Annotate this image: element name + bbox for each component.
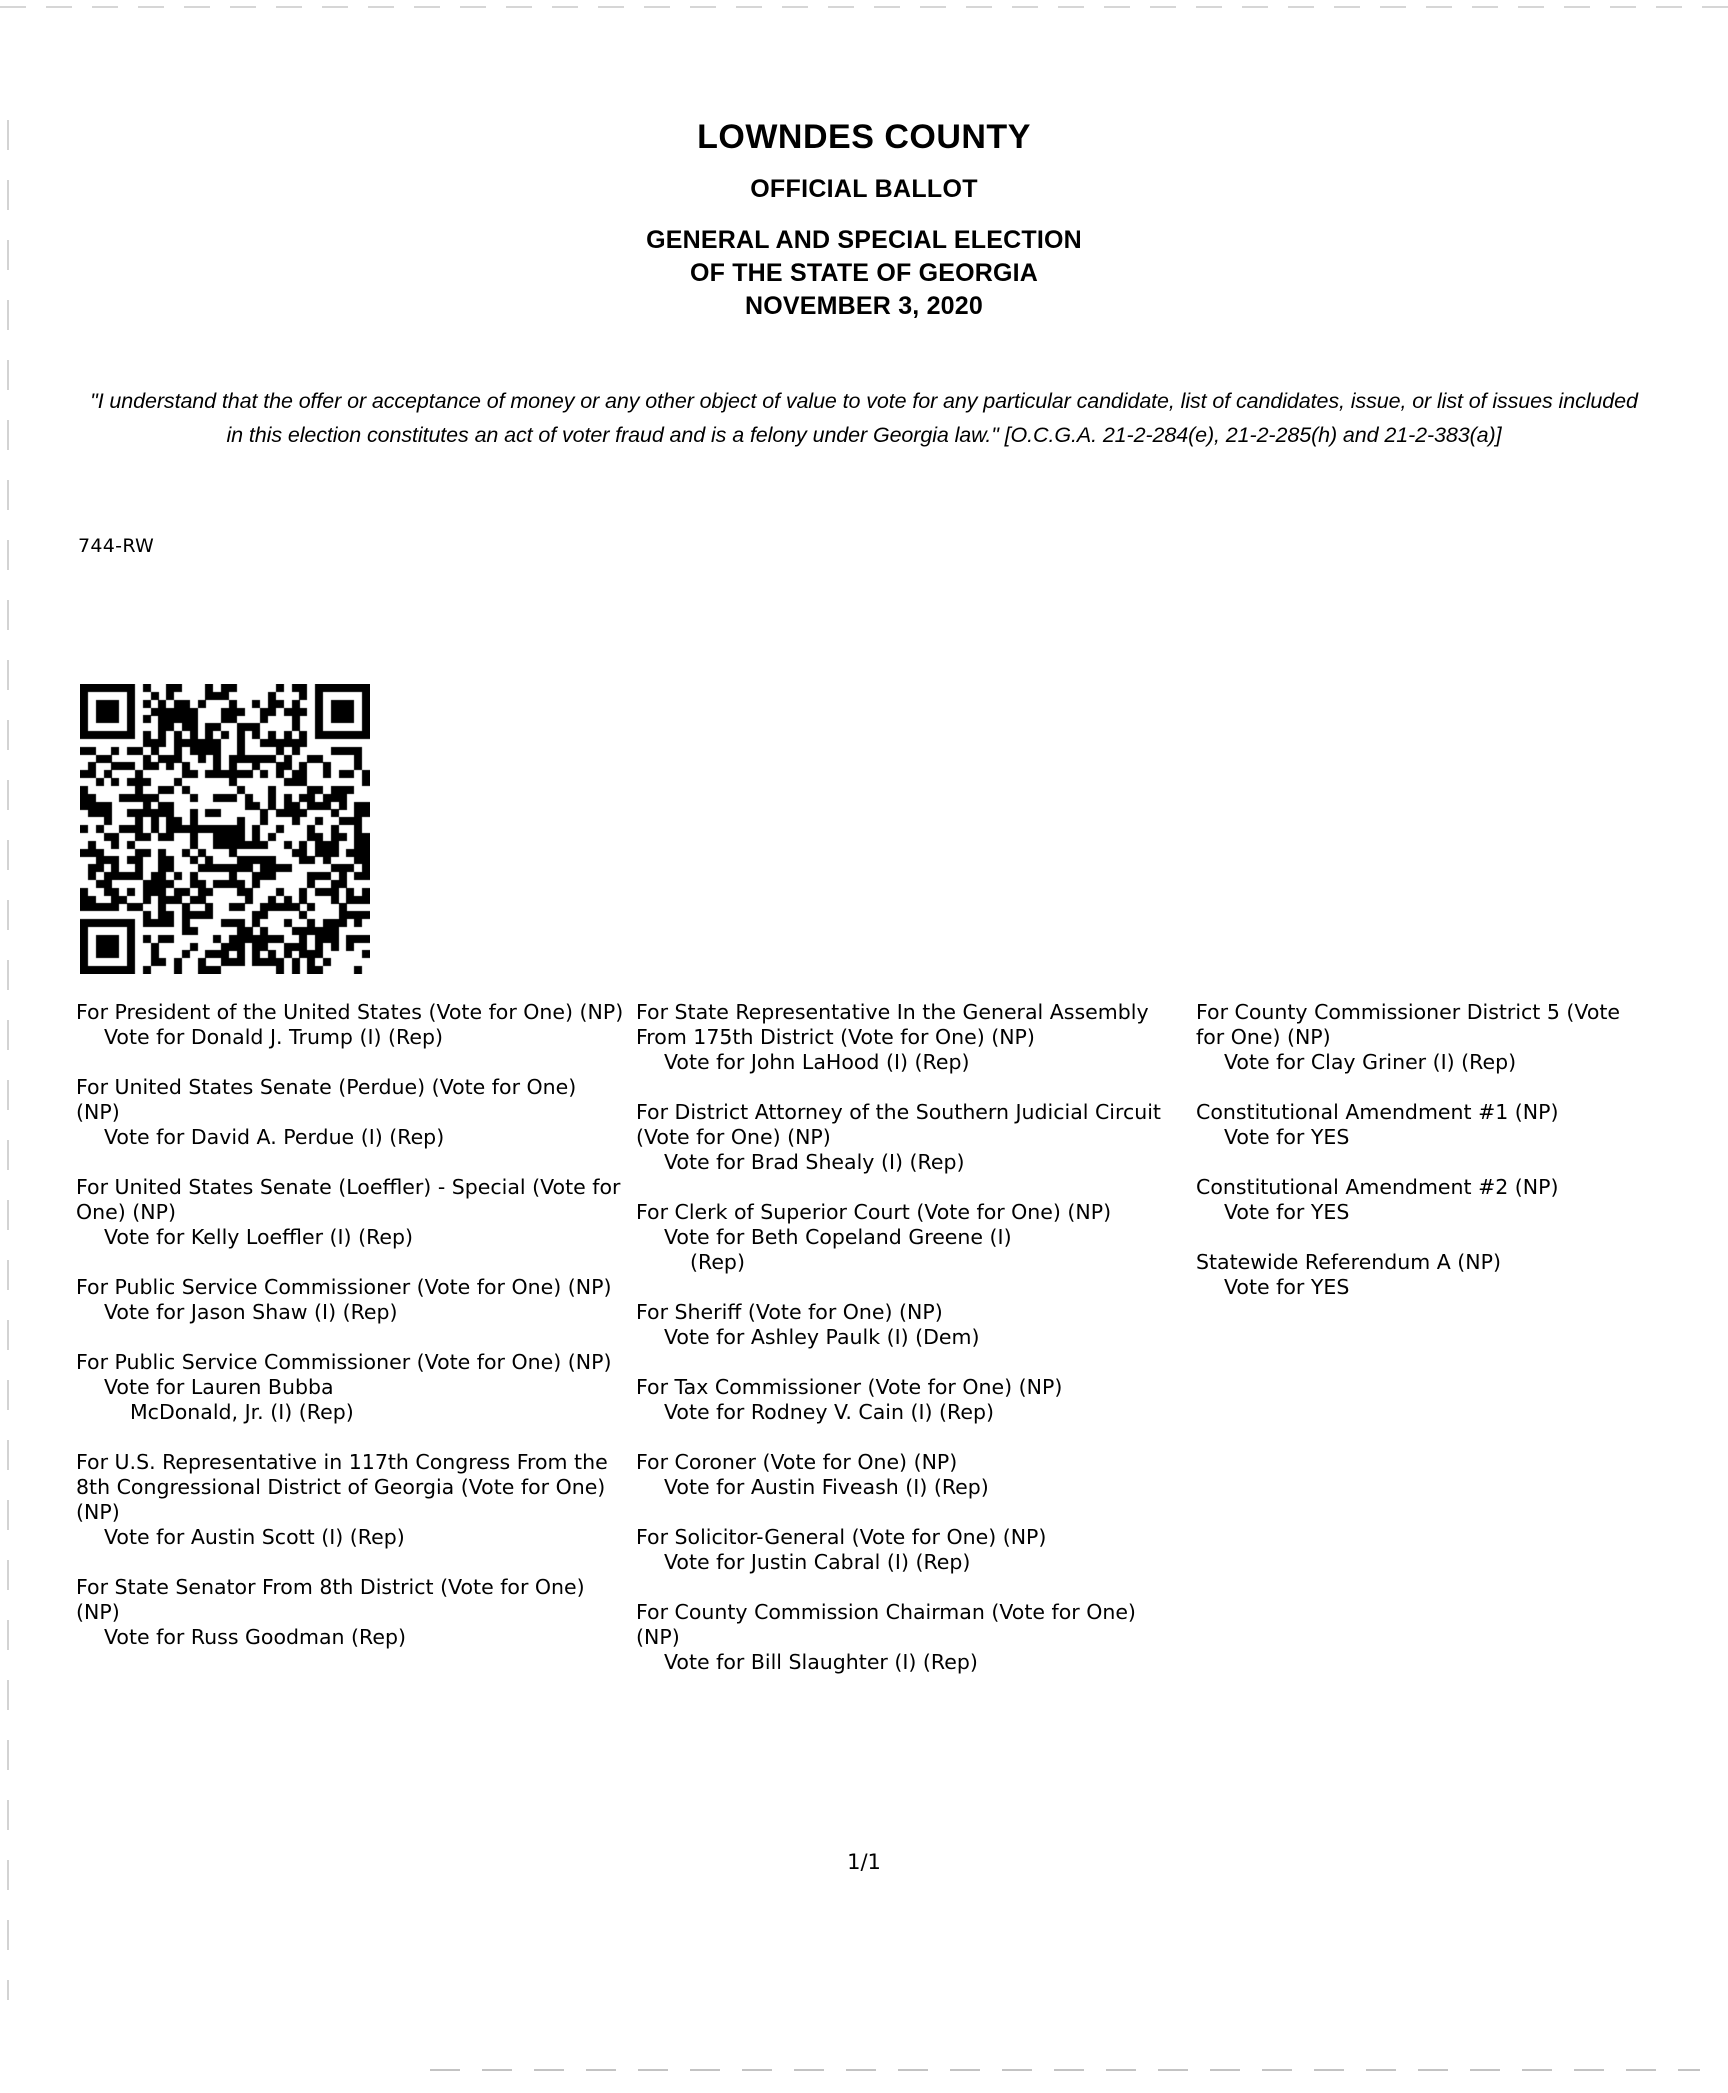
election-date: NOVEMBER 3, 2020 — [744, 292, 983, 320]
contest-block — [636, 1100, 1184, 1175]
contest-title: Statewide Referendum A (NP) — [1196, 1250, 1501, 1274]
contest-block — [1196, 1250, 1644, 1300]
contest-column-2 — [636, 1000, 1196, 1700]
election-title-line1: GENERAL AND SPECIAL ELECTION — [646, 226, 1082, 254]
contest-title: For Clerk of Superior Court (Vote for One) (NP) — [636, 1200, 1112, 1224]
election-title-line2: OF THE STATE OF GEORGIA — [689, 259, 1039, 287]
contest-block — [1196, 1100, 1644, 1150]
contest-selection — [636, 1050, 1184, 1075]
contest-block — [636, 1600, 1184, 1675]
contest-block — [76, 1450, 624, 1550]
contest-column-3 — [1196, 1000, 1656, 1700]
contest-selection — [636, 1475, 1184, 1500]
contest-block — [1196, 1000, 1644, 1075]
contest-selection-text-cont: McDonald, Jr. (I) (Rep) — [130, 1400, 354, 1424]
contest-selection-text: Vote for David A. Perdue (I) (Rep) — [104, 1125, 445, 1149]
contest-title: For United States Senate (Loeffler) - Special (Vote for One) (NP) — [76, 1175, 621, 1224]
contest-title: For County Commission Chairman (Vote for One) (NP) — [636, 1600, 1136, 1649]
contest-selection-text: Vote for YES — [1224, 1275, 1350, 1299]
contest-title: For United States Senate (Perdue) (Vote for One) (NP) — [76, 1075, 577, 1124]
contest-selection — [636, 1150, 1184, 1175]
contest-title: Constitutional Amendment #2 (NP) — [1196, 1175, 1559, 1199]
contest-selection — [636, 1650, 1184, 1675]
contest-block — [636, 1450, 1184, 1500]
contest-title: For County Commissioner District 5 (Vote for One) (NP) — [1196, 1000, 1621, 1049]
contest-selection — [1196, 1125, 1644, 1150]
scan-edge-left — [7, 120, 9, 2000]
contest-block — [76, 1000, 624, 1050]
scan-edge-top — [0, 6, 1728, 8]
contest-title: Constitutional Amendment #1 (NP) — [1196, 1100, 1559, 1124]
ballot-qr-code — [80, 684, 370, 974]
contest-selection — [1196, 1275, 1644, 1300]
contest-title: For Solicitor-General (Vote for One) (NP) — [636, 1525, 1047, 1549]
contest-block — [1196, 1175, 1644, 1225]
contest-selection-text-cont: (Rep) — [690, 1250, 745, 1274]
ballot-style-code: 744-RW — [78, 535, 155, 557]
official-ballot-label: OFFICIAL BALLOT — [750, 175, 978, 203]
contest-selection-text: Vote for Ashley Paulk (I) (Dem) — [664, 1325, 980, 1349]
contest-selection — [76, 1375, 624, 1425]
contest-selection — [636, 1400, 1184, 1425]
contest-selection-text: Vote for Lauren Bubba — [104, 1375, 334, 1399]
contest-title: For Sheriff (Vote for One) (NP) — [636, 1300, 943, 1324]
contest-selection-text: Vote for Austin Fiveash (I) (Rep) — [664, 1475, 989, 1499]
contest-block — [76, 1075, 624, 1150]
contest-block — [636, 1525, 1184, 1575]
contest-title: For U.S. Representative in 117th Congress From the 8th Congressional District of Georgia (Vote for One) (NP) — [76, 1450, 608, 1524]
contest-selection — [76, 1125, 624, 1150]
contest-selection — [76, 1625, 624, 1650]
contest-selection-text: Vote for Beth Copeland Greene (I) — [664, 1225, 1012, 1249]
contest-column-1 — [76, 1000, 636, 1700]
scan-edge-bottom — [430, 2069, 1700, 2071]
contest-selection — [76, 1225, 624, 1250]
contest-title: For Public Service Commissioner (Vote for One) (NP) — [76, 1275, 612, 1299]
contest-block — [636, 1300, 1184, 1350]
contest-title: For District Attorney of the Southern Judicial Circuit (Vote for One) (NP) — [636, 1100, 1161, 1149]
contest-block — [76, 1350, 624, 1425]
contest-block — [636, 1200, 1184, 1275]
contest-title: For President of the United States (Vote for One) (NP) — [76, 1000, 624, 1024]
contest-title: For Tax Commissioner (Vote for One) (NP) — [636, 1375, 1063, 1399]
contest-columns — [76, 1000, 1656, 1700]
contest-selection — [1196, 1200, 1644, 1225]
county-title: LOWNDES COUNTY — [697, 118, 1031, 156]
contest-selection — [76, 1025, 624, 1050]
contest-selection-text: Vote for Russ Goodman (Rep) — [104, 1625, 407, 1649]
contest-block — [636, 1000, 1184, 1075]
election-title — [64, 224, 1664, 323]
contest-selection-text: Vote for Bill Slaughter (I) (Rep) — [664, 1650, 978, 1674]
contest-block — [636, 1375, 1184, 1425]
contest-selection-text: Vote for John LaHood (I) (Rep) — [664, 1050, 970, 1074]
contest-selection — [76, 1525, 624, 1550]
contest-selection-text: Vote for Brad Shealy (I) (Rep) — [664, 1150, 965, 1174]
contest-title: For Coroner (Vote for One) (NP) — [636, 1450, 958, 1474]
contest-selection-text: Vote for Jason Shaw (I) (Rep) — [104, 1300, 398, 1324]
contest-selection — [76, 1300, 624, 1325]
contest-block — [76, 1275, 624, 1325]
contest-selection-text: Vote for YES — [1224, 1200, 1350, 1224]
voter-fraud-oath: "I understand that the offer or acceptance of money or any other object of value to vote for any particular candidate, list of candidates, issue, or list of issues included in this election constitutes an act of voter fraud and is a felony under Georgia law." [O.C.G.A. 21-2-284(e), 21-2-285(h) and 21-2-383(a)] — [90, 389, 1638, 447]
contest-block — [76, 1175, 624, 1250]
contest-title: For State Representative In the General Assembly From 175th District (Vote for One) (NP) — [636, 1000, 1149, 1049]
contest-selection-text: Vote for YES — [1224, 1125, 1350, 1149]
ballot-header — [64, 118, 1664, 323]
contest-block — [76, 1575, 624, 1650]
contest-selection — [1196, 1050, 1644, 1075]
contest-selection-text: Vote for Kelly Loeffler (I) (Rep) — [104, 1225, 414, 1249]
contest-selection — [636, 1225, 1184, 1275]
contest-selection — [636, 1550, 1184, 1575]
contest-selection-text: Vote for Austin Scott (I) (Rep) — [104, 1525, 405, 1549]
contest-selection-text: Vote for Justin Cabral (I) (Rep) — [664, 1550, 971, 1574]
contest-title: For Public Service Commissioner (Vote for One) (NP) — [76, 1350, 612, 1374]
page-number: 1/1 — [847, 1850, 881, 1874]
contest-selection-text: Vote for Rodney V. Cain (I) (Rep) — [664, 1400, 994, 1424]
contest-selection-text: Vote for Donald J. Trump (I) (Rep) — [104, 1025, 443, 1049]
contest-selection — [636, 1325, 1184, 1350]
contest-title: For State Senator From 8th District (Vote for One) (NP) — [76, 1575, 585, 1624]
contest-selection-text: Vote for Clay Griner (I) (Rep) — [1224, 1050, 1517, 1074]
